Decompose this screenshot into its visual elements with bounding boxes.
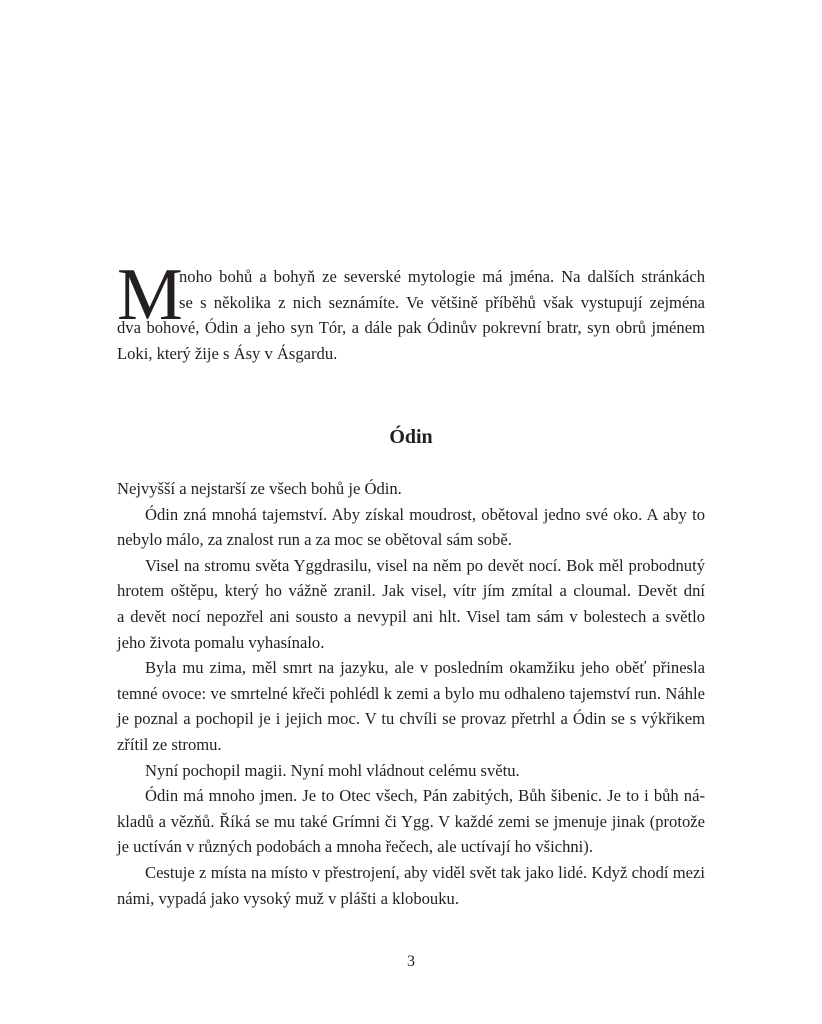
paragraph xyxy=(117,655,705,757)
intro-line: se s několika z nich seznámíte. Ve většině příběhů však vystupují zejména xyxy=(179,292,705,312)
section-heading: Ódin xyxy=(389,426,433,448)
text-line: jeho života pomalu vyhasínalo. xyxy=(117,632,325,652)
intro-line: dva bohové, Ódin a jeho syn Tór, a dále pak Ódinův pokrevní bratr, syn obrů jménem xyxy=(117,318,705,338)
drop-cap: M xyxy=(117,254,183,336)
intro-paragraph xyxy=(117,264,705,366)
text-line: je uctíván v různých podobách a mnoha řečech, ale uctívají ho všichni). xyxy=(117,837,593,857)
paragraph xyxy=(117,860,705,911)
text-line: Cestuje z místa na místo v přestrojení, aby viděl svět tak jako lidé. Když chodí mezi xyxy=(145,862,705,882)
text-line: Nejvyšší a nejstarší ze všech bohů je Ódin. xyxy=(117,479,402,498)
text-line: hrotem oštěpu, který ho vážně zranil. Jak visel, vítr jím zmítal a cloumal. Devět dní xyxy=(117,581,705,601)
text-line: kladů a vězňů. Říká se mu také Grímni či Ygg. V každé zemi se jmenuje jinak (protože xyxy=(117,811,705,831)
text-line: nebylo málo, za znalost run a za moc se obětoval sám sobě. xyxy=(117,530,512,550)
text-line: a devět nocí nepozřel ani sousto a nevypil ani hlt. Visel tam sám v bolestech a světlo xyxy=(117,606,705,626)
intro-line: noho bohů a bohyň ze severské mytologie má jména. Na dalších stránkách xyxy=(179,267,705,286)
body-text xyxy=(117,476,705,911)
paragraph xyxy=(117,553,705,655)
text-line: zřítil ze stromu. xyxy=(117,734,222,754)
text-line: Ódin má mnoho jmen. Je to Otec všech, Pán zabitých, Bůh šibenic. Je to i bůh ná- xyxy=(145,786,705,806)
paragraph xyxy=(117,758,705,784)
paragraph xyxy=(117,476,705,502)
text-line: Ódin zná mnohá tajemství. Aby získal moudrost, obětoval jedno své oko. A aby to xyxy=(145,504,705,524)
text-line: námi, vypadá jako vysoký muž v plášti a klobouku. xyxy=(117,888,459,908)
paragraph xyxy=(117,783,705,860)
text-line: je poznal a pochopil je i jejich moc. V tu chvíli se provaz přetrhl a Ódin se s výkřikem xyxy=(117,709,705,729)
intro-line: Loki, který žije s Ásy v Ásgardu. xyxy=(117,343,338,363)
text-line: Byla mu zima, měl smrt na jazyku, ale v posledním okamžiku jeho oběť přinesla xyxy=(145,658,705,678)
text-line: Nyní pochopil magii. Nyní mohl vládnout celému světu. xyxy=(145,760,520,780)
paragraph xyxy=(117,502,705,553)
page-number: 3 xyxy=(407,953,415,970)
text-line: temné ovoce: ve smrtelné křeči pohlédl k zemi a bylo mu odhaleno tajemství run. Náhle xyxy=(117,683,705,703)
text-line: Visel na stromu světa Yggdrasilu, visel na něm po devět nocí. Bok měl probodnutý xyxy=(145,555,705,575)
